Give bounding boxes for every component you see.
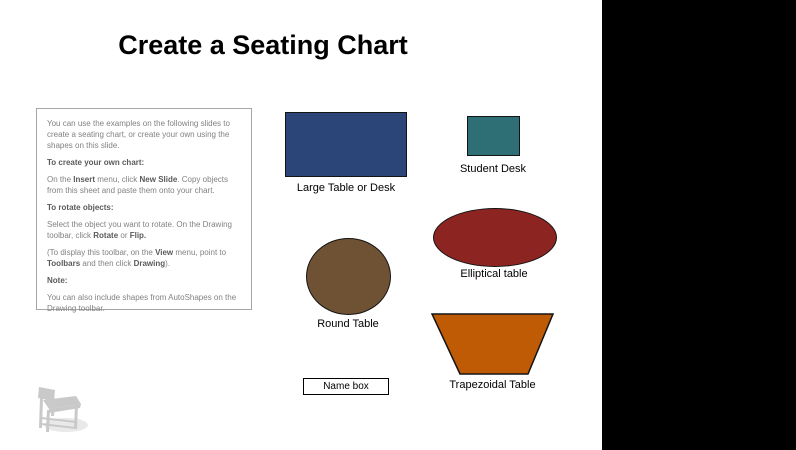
instruction-paragraph xyxy=(47,247,241,269)
trapezoid-polygon[interactable] xyxy=(432,314,553,374)
trapezoidal-table-shape[interactable] xyxy=(428,312,558,377)
slide-title: Create a Seating Chart xyxy=(118,30,408,60)
name-box[interactable]: Name box xyxy=(303,378,389,395)
elliptical-table-shape[interactable] xyxy=(433,208,557,267)
student-desk-shape[interactable] xyxy=(467,116,520,156)
instruction-text: On the xyxy=(47,175,74,185)
instruction-text: Flip. xyxy=(129,231,147,241)
instruction-text: Toolbars xyxy=(47,259,81,269)
trapezoidal-table-label: Trapezoidal Table xyxy=(449,379,536,391)
instruction-text: You can also include shapes from AutoShapes on the Drawing toolbar. xyxy=(47,293,237,314)
instruction-paragraph xyxy=(47,219,241,241)
instruction-text: or xyxy=(118,231,130,241)
instruction-paragraph xyxy=(47,292,241,314)
instruction-text: . Copy objects from this sheet and paste them onto your chart. xyxy=(47,175,229,196)
elliptical-table-label: Elliptical table xyxy=(460,268,528,280)
instructions-content xyxy=(47,118,241,314)
instruction-paragraph xyxy=(47,157,241,168)
instruction-text: To create your own chart: xyxy=(47,158,145,168)
instruction-text: Select the object you want to rotate. On the Drawing toolbar, click xyxy=(47,220,232,241)
instruction-text: View xyxy=(155,248,174,258)
black-sidebar xyxy=(602,0,796,450)
round-table-label: Round Table xyxy=(317,318,379,330)
instruction-text: Rotate xyxy=(93,231,119,241)
instruction-text: menu, point to xyxy=(173,248,227,258)
instruction-paragraph xyxy=(47,174,241,196)
instruction-text: (To display this toolbar, on the xyxy=(47,248,156,258)
instruction-text: Insert xyxy=(73,175,96,185)
instructions-box xyxy=(36,108,252,314)
instruction-text: Drawing xyxy=(133,259,166,269)
instruction-paragraph xyxy=(47,202,241,213)
round-table-shape[interactable] xyxy=(306,238,391,315)
instruction-text: Note: xyxy=(47,276,68,286)
instruction-paragraph xyxy=(47,275,241,286)
large-table-shape[interactable] xyxy=(285,112,407,177)
instruction-text: ). xyxy=(165,259,171,269)
instruction-text: New Slide xyxy=(139,175,178,185)
desk-watermark-icon xyxy=(30,386,92,434)
instruction-paragraph xyxy=(47,118,241,151)
instruction-text: menu, click xyxy=(95,175,140,185)
instruction-text: and then click xyxy=(80,259,134,269)
student-desk-label: Student Desk xyxy=(459,163,527,175)
instruction-text: You can use the examples on the following slides to create a seating chart, or create your own using the shapes on this slide. xyxy=(47,119,230,151)
large-table-label: Large Table or Desk xyxy=(296,182,396,194)
instruction-text: To rotate objects: xyxy=(47,203,114,213)
